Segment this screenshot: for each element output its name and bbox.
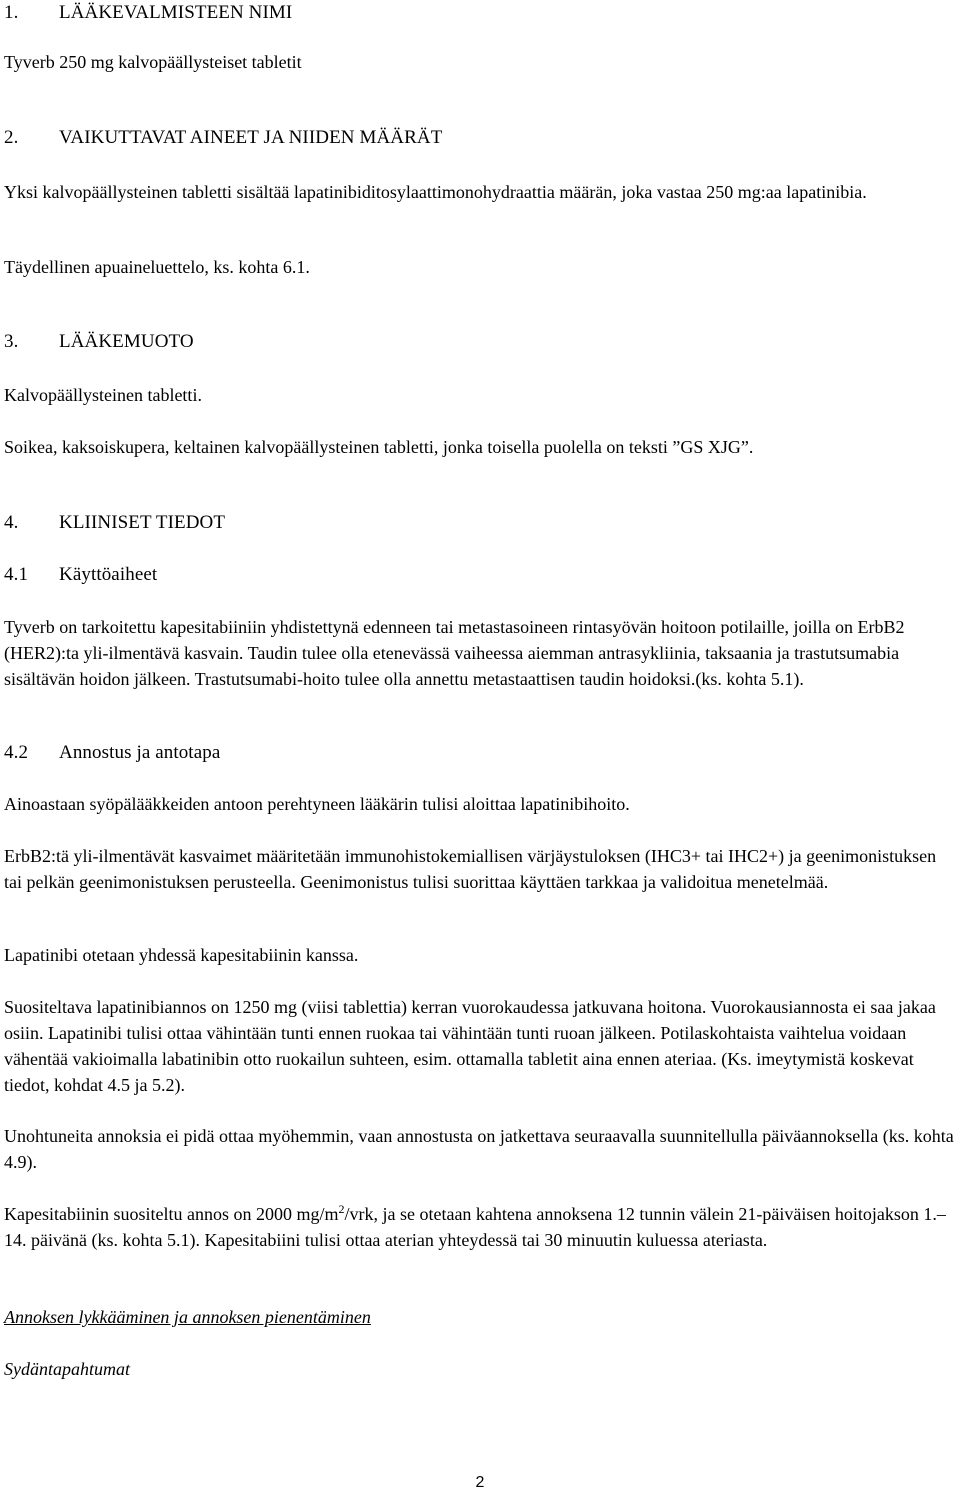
product-name-text: Tyverb 250 mg kalvopäällysteiset tabletit [4,52,302,72]
section-title: LÄÄKEMUOTO [59,331,194,352]
section-2-heading [4,125,956,151]
section-title: KLIINISET TIEDOT [59,512,226,533]
section-number: 4.1 [4,564,29,585]
form-paragraph: Kalvopäällysteinen tabletti. [4,385,202,405]
section-title: VAIKUTTAVAT AINEET JA NIIDEN MÄÄRÄT [59,127,443,148]
indications-paragraph: Tyverb on tarkoitettu kapesitabiiniin yhdistettynä edenneen tai metastasoineen rintasyövän hoitoon potilaille, joilla on ErbB2 (HER2):ta yli-ilmentävä kasvain. Taudin tulee olla etenevässä vaiheessa aiemman antrasykliinia, taksaania ja trastutsumabia sisältävän hoidon jälkeen. Trastutsumabi-hoito tulee olla annettu metastaattisen taudin hoidoksi.(ks. kohta 5.1). [4,617,905,689]
section-title: Annostus ja antotapa [59,742,221,763]
dosage-paragraph: Suositeltava lapatinibiannos on 1250 mg (viisi tablettia) kerran vuorokaudessa jatkuvana hoitona. Vuorokausiannosta ei saa jakaa osiin. Lapatinibi tulisi ottaa vähintään tunti ennen ruokaa tai vähintään tunti ruoan jälkeen. Potilaskohtaista vaihtelua voidaan vähentää vakioimalla labatinibin otto ruokailun suhteen, esim. ottamalla tabletit aina ennen ateriaa. (Ks. imeytymistä koskevat tiedot, kohdat 4.5 ja 5.2). [4,997,936,1095]
section-1-heading [4,0,956,26]
section-number: 3. [4,331,19,352]
capecitabine-dose-paragraph [4,1201,956,1253]
capecitabine-dose-text-end: /vrk, ja se otetaan kahtena annoksena 12 tunnin välein 21-päiväisen hoitojakson 1.–14. päivänä (ks. kohta 5.1). Kapesitabiini tulisi ottaa aterian yhteydessä tai 30 minuutin kuluessa ateriasta. [4,1204,946,1250]
section-4-2-heading [4,740,956,766]
combination-paragraph: Lapatinibi otetaan yhdessä kapesitabiinin kanssa. [4,945,359,965]
tablet-description-paragraph: Soikea, kaksoiskupera, keltainen kalvopäällysteinen tabletti, jonka toisella puolella on teksti ”GS XJG”. [4,437,754,457]
erbb2-testing-paragraph: ErbB2:tä yli-ilmentävät kasvaimet määritetään immunohistokemiallisen värjäystuloksen (IHC3+ tai IHC2+) ja geenimonistuksen tai pelkän geenimonistuksen perusteella. Geenimonistus tulisi suorittaa käyttäen tarkkaa ja validoitua menetelmää. [4,846,937,892]
section-title: LÄÄKEVALMISTEEN NIMI [59,2,293,23]
section-4-heading [4,510,956,536]
cardiac-events-subheading: Sydäntapahtumat [4,1359,130,1379]
excipients-paragraph: Täydellinen apuaineluettelo, ks. kohta 6.1. [4,257,310,277]
missed-doses-paragraph: Unohtuneita annoksia ei pidä ottaa myöhemmin, vaan annostusta on jatkettava seuraavalla suunnitellulla päiväannoksella (ks. kohta 4.9). [4,1126,954,1172]
capecitabine-dose-text-start: Kapesitabiinin suositeltu annos on 2000 mg/m [4,1204,339,1224]
section-title: Käyttöaiheet [59,564,158,585]
dose-delay-subheading: Annoksen lykkääminen ja annoksen pienentäminen [4,1307,371,1327]
section-4-1-heading [4,562,956,588]
initiation-paragraph: Ainoastaan syöpälääkkeiden antoon perehtyneen lääkärin tulisi aloittaa lapatinibihoito. [4,794,630,814]
page-number: 2 [475,1474,485,1491]
section-number: 2. [4,127,19,148]
section-number: 1. [4,2,19,23]
composition-paragraph: Yksi kalvopäällysteinen tabletti sisältää lapatinibiditosylaattimonohydraattia määrän, joka vastaa 250 mg:aa lapatinibia. [4,182,867,202]
section-number: 4. [4,512,19,533]
superscript: 2 [338,1202,345,1216]
section-number: 4.2 [4,742,29,763]
section-3-heading [4,329,956,355]
